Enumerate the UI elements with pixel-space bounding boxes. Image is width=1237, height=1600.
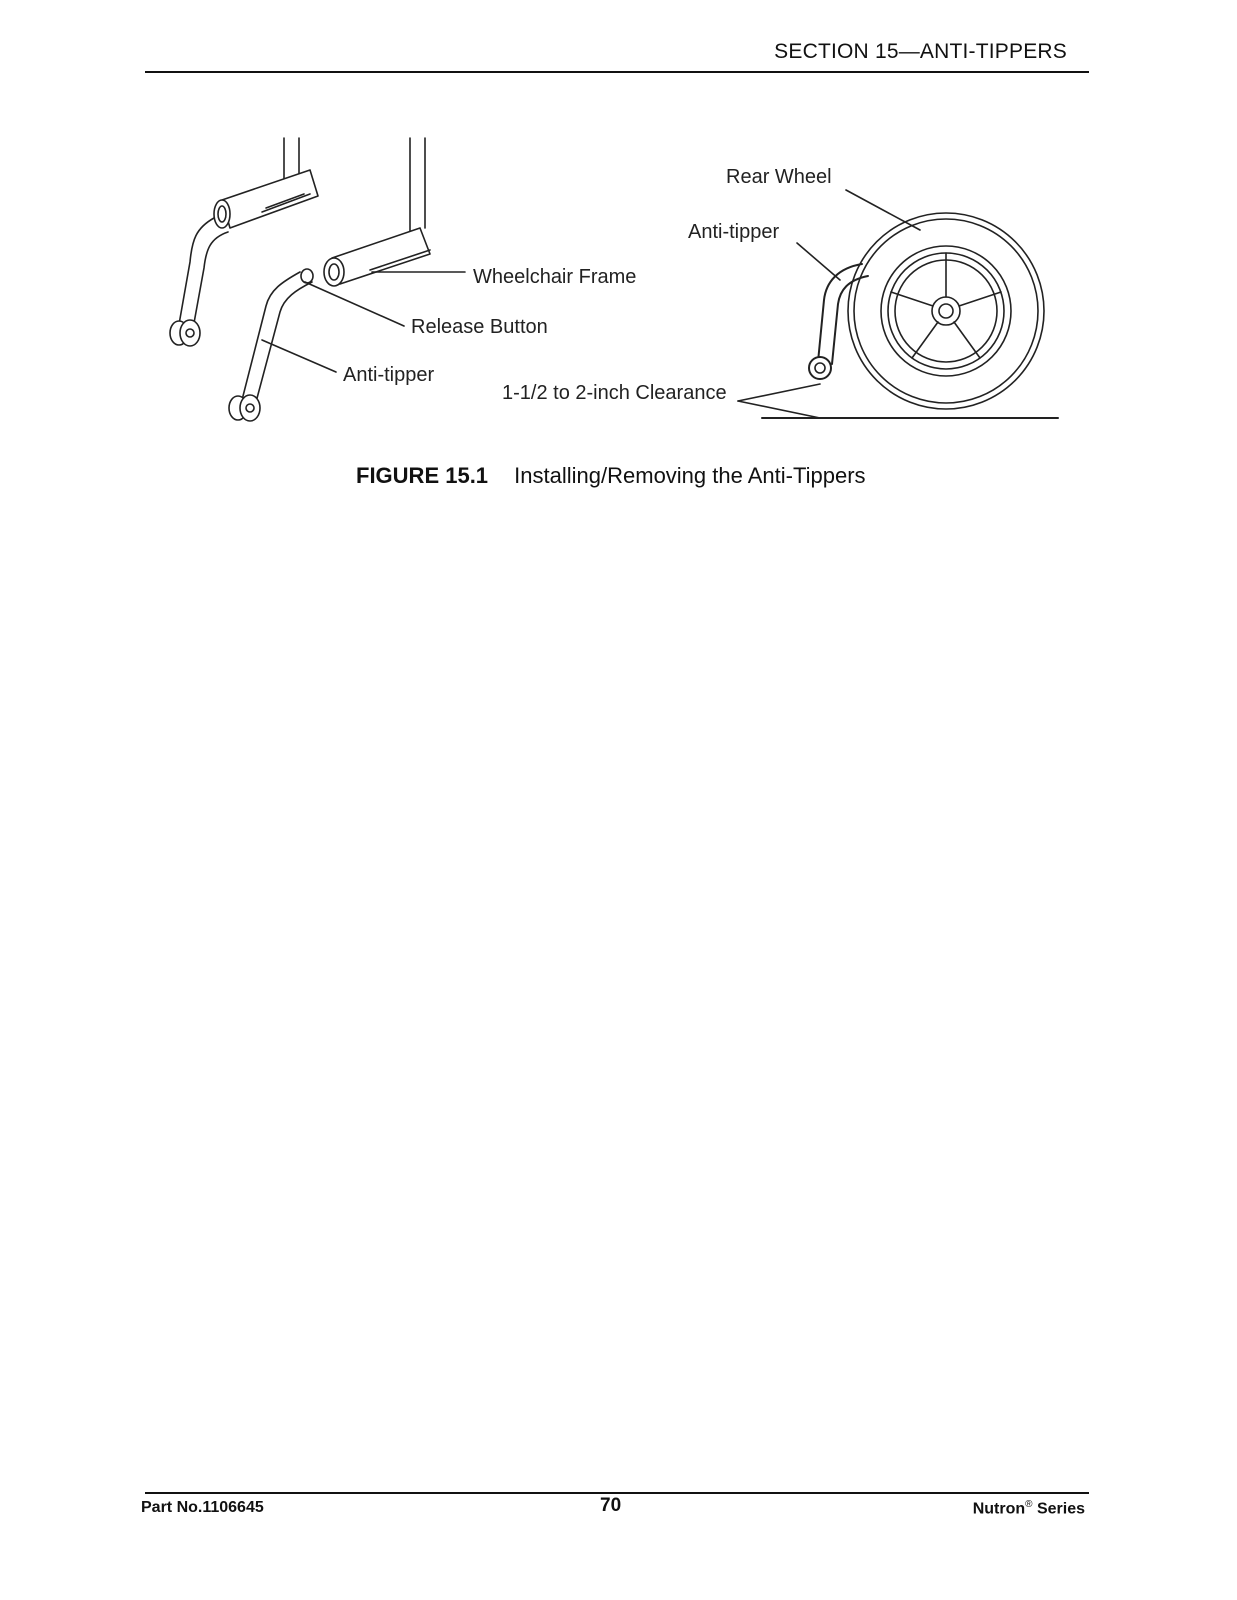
- label-wheelchair-frame: Wheelchair Frame: [473, 266, 637, 288]
- figure-title: Installing/Removing the Anti-Tippers: [514, 463, 866, 488]
- registered-mark: ®: [1025, 1499, 1033, 1510]
- section-title: SECTION 15—ANTI-TIPPERS: [774, 40, 1067, 63]
- footer-page-number: 70: [600, 1495, 622, 1516]
- wheelchair-frame-back: [214, 138, 318, 228]
- figure-illustration: [0, 0, 1237, 460]
- footer-part-number: Part No.1106645: [141, 1499, 264, 1516]
- label-anti-tipper: Anti-tipper: [343, 364, 435, 386]
- brand-name: Nutron: [972, 1500, 1026, 1518]
- anti-tipper-front: [229, 269, 313, 421]
- label-clearance: 1-1/2 to 2-inch Clearance: [502, 382, 727, 404]
- figure-caption: [356, 463, 866, 489]
- brand-series: Series: [1036, 1500, 1085, 1518]
- footer-rule: [145, 1492, 1089, 1494]
- figure-number: FIGURE 15.1: [356, 463, 489, 488]
- label-release-button: Release Button: [411, 316, 548, 338]
- footer-brand: [973, 1499, 1085, 1518]
- anti-tipper-back: [170, 218, 228, 346]
- rear-wheel: [848, 213, 1044, 409]
- label-anti-tipper-side: Anti-tipper: [688, 221, 780, 243]
- wheelchair-frame-front: [324, 138, 430, 286]
- label-rear-wheel: Rear Wheel: [726, 166, 832, 188]
